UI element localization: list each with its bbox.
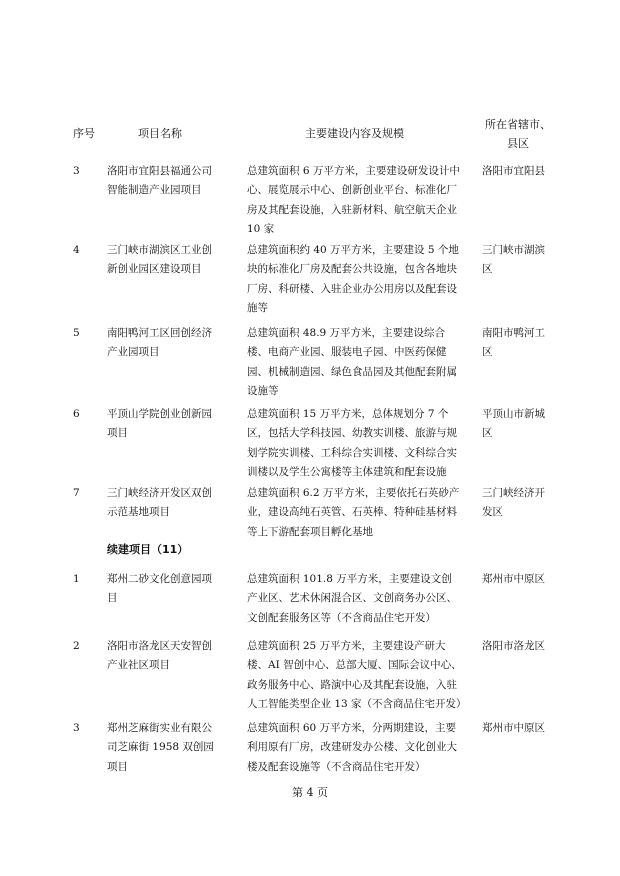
row-no: 2 — [73, 640, 80, 652]
row-content: 总建筑面积 48.9 万平方米，主要建设综合楼、电商产业园、服装电子园、中医药保健园、机械制造园、绿色食品园及其他配套附属设施等 — [247, 327, 457, 397]
row-content: 总建筑面积约 40 万平方米，主要建设 5 个地块的标准化厂房及配套公共设施，包含各地块厂房、科研楼、入驻企业办公用房以及配套设施等 — [247, 244, 459, 314]
row-name: 平顶山学院创业创新园项目 — [107, 408, 212, 440]
row-no: 6 — [73, 408, 80, 420]
row-region: 三门峡市湖滨区 — [482, 244, 545, 276]
row-name: 郑州二砂文化创意园项目 — [107, 573, 212, 605]
row-region: 洛阳市洛龙区 — [482, 640, 545, 652]
row-name: 三门峡经济开发区双创示范基地项目 — [107, 487, 212, 519]
header-region-line1: 所在省辖市、 — [485, 118, 551, 131]
header-region — [480, 115, 556, 153]
row-content: 总建筑面积 101.8 万平方米，主要建设文创产业区、艺术休闲混合区、文创商务办公区、文创配套服务区等（不含商品住宅开发） — [247, 573, 457, 624]
row-region: 洛阳市宜阳县 — [482, 165, 545, 177]
header-no: 序号 — [73, 127, 95, 140]
row-no: 7 — [73, 487, 80, 499]
row-region: 南阳市鸭河工区 — [482, 327, 545, 359]
row-name: 南阳鸭河工区回创经济产业园项目 — [107, 327, 212, 359]
row-name: 洛阳市洛龙区天安智创产业社区项目 — [107, 640, 212, 672]
row-region: 三门峡经济开发区 — [482, 487, 545, 519]
row-no: 3 — [73, 165, 80, 177]
row-content: 总建筑面积 6 万平方米，主要建设研发设计中心、展览展示中心、创新创业平台、标准化厂房及其配套设施，入驻新材料、航空航天企业 10 家 — [247, 165, 460, 235]
row-no: 4 — [73, 244, 80, 256]
header-name: 项目名称 — [138, 127, 182, 140]
row-content: 总建筑面积 25 万平方米，主要建设产研大楼、AI 智创中心、总部大厦、国际会议中心、政务服务中心、路演中心及其配套设施，入驻人工智能类型企业 13 家（不含商品住宅开发） — [247, 640, 467, 710]
row-no: 3 — [73, 722, 80, 734]
row-name: 三门峡市湖滨区工业创新创业园区建设项目 — [107, 244, 212, 276]
header-region-line2: 县区 — [507, 137, 529, 150]
row-region: 郑州市中原区 — [482, 722, 545, 734]
row-no: 1 — [73, 573, 80, 585]
row-content: 总建筑面积 6.2 万平方米，主要依托石英砂产业，建设高纯石英管、石英棒、特种硅基材料等上下游配套项目孵化基地 — [247, 487, 460, 538]
row-name: 洛阳市宜阳县福通公司智能制造产业园项目 — [107, 165, 212, 197]
row-content: 总建筑面积 60 万平方米，分两期建设，主要利用原有厂房，改建研发办公楼、文化创业大楼及配套设施等（不含商品住宅开发） — [247, 722, 457, 773]
row-name: 郑州芝麻街实业有限公司芝麻街 1958 双创园项目 — [107, 722, 214, 773]
header-content: 主要建设内容及规模 — [305, 127, 404, 140]
row-content: 总建筑面积 15 万平方米，总体规划分 7 个区，包括大学科技园、幼教实训楼、旅游与规划学院实训楼、工科综合实训楼、文科综合实训楼以及学生公寓楼等主体建筑和配套设施 — [247, 408, 457, 478]
page-number: 第 4 页 — [292, 786, 328, 799]
row-no: 5 — [73, 327, 80, 339]
row-region: 平顶山市新城区 — [482, 408, 545, 440]
section-title: 续建项目（11） — [107, 543, 189, 556]
row-region: 郑州市中原区 — [482, 573, 545, 585]
